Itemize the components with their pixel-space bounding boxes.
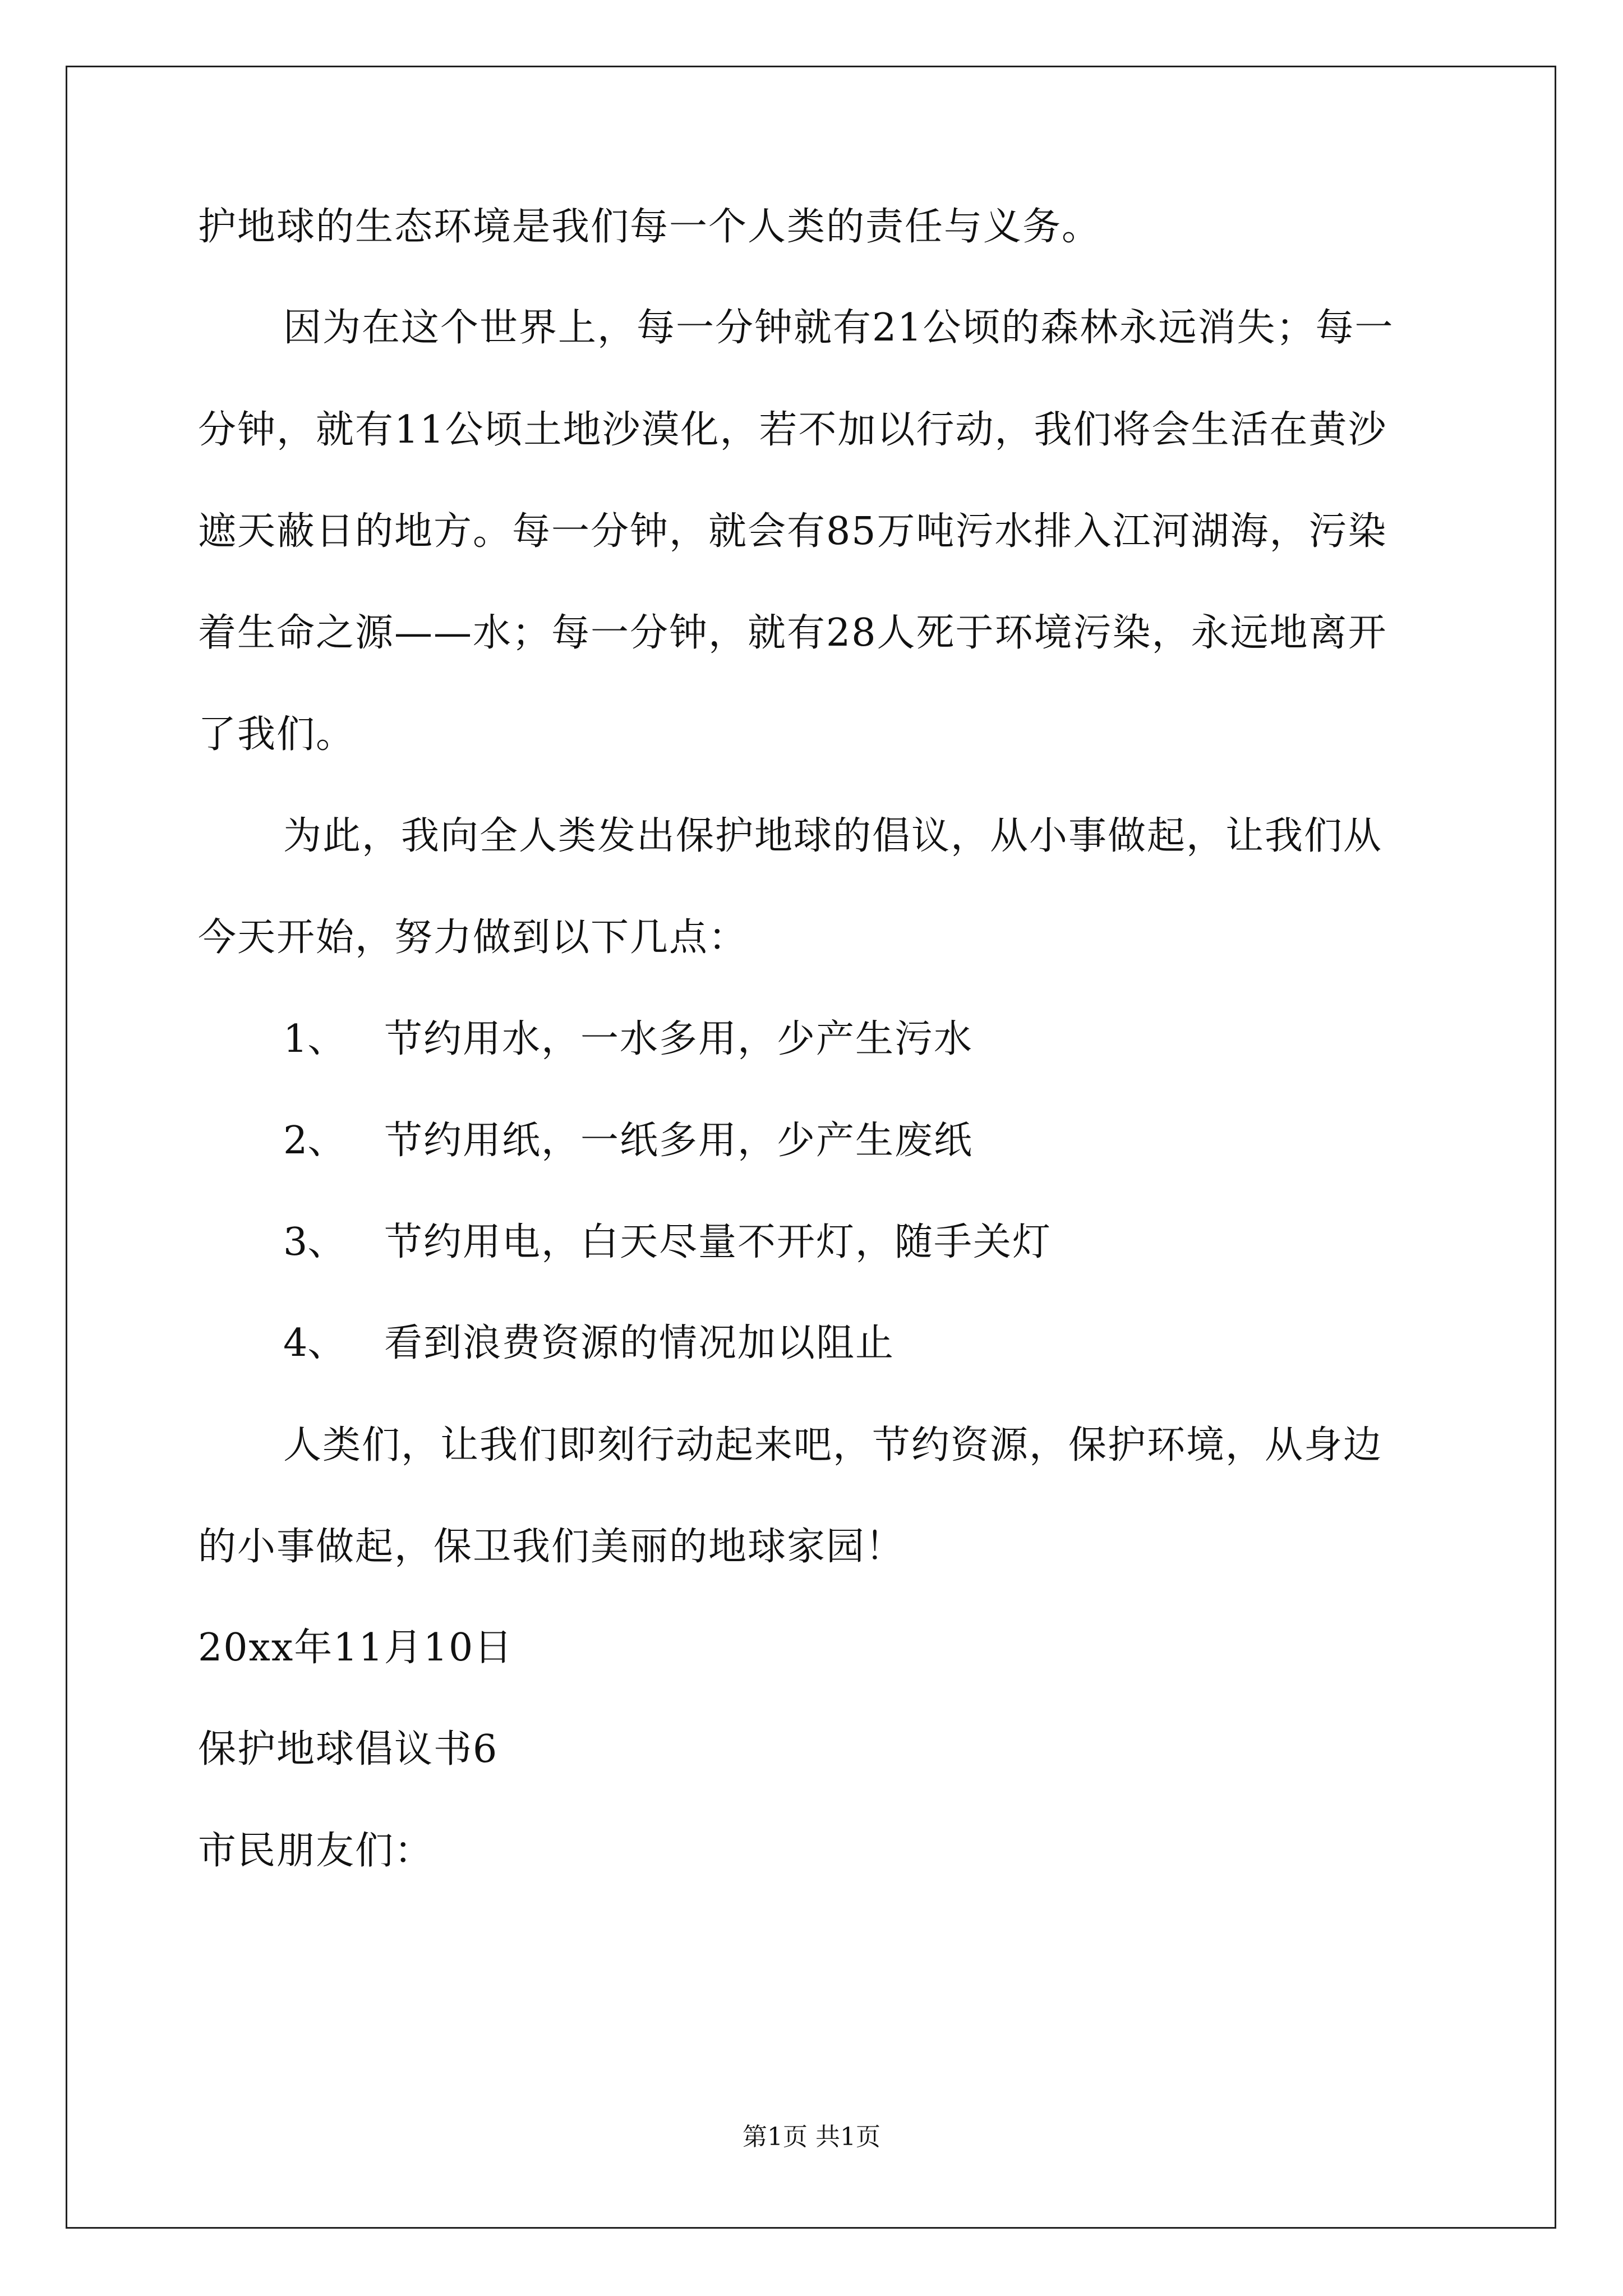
closing-line-2: 的小事做起，保卫我们美丽的地球家园！ — [198, 1525, 905, 1569]
paragraph-line-7: 为此，我向全人类发出保护地球的倡议，从小事做起，让我们从 — [283, 814, 1383, 858]
paragraph-line-5: 着生命之源——水；每一分钟，就有28人死于环境污染，永远地离开 — [198, 611, 1387, 655]
list-number: 4、 — [283, 1321, 346, 1365]
list-number: 3、 — [283, 1220, 346, 1264]
list-item-text: 节约用电，白天尽量不开灯，随手关灯 — [384, 1220, 1052, 1264]
paragraph-line-3: 分钟，就有11公顷土地沙漠化，若不加以行动，我们将会生活在黄沙 — [198, 408, 1387, 452]
paragraph-line-8: 今天开始，努力做到以下几点： — [198, 915, 748, 960]
list-item-text: 看到浪费资源的情况加以阻止 — [384, 1321, 895, 1365]
date-line: 20xx年11月10日 — [198, 1626, 514, 1670]
list-item-text: 节约用纸，一纸多用，少产生废纸 — [384, 1119, 974, 1163]
paragraph-line-1: 护地球的生态环境是我们每一个人类的责任与义务。 — [198, 205, 1101, 249]
section-title: 保护地球倡议书6 — [198, 1727, 499, 1772]
salutation: 市民朋友们： — [198, 1829, 434, 1873]
list-number: 1、 — [283, 1017, 346, 1061]
list-number: 2、 — [283, 1119, 346, 1163]
paragraph-line-6: 了我们。 — [198, 712, 356, 757]
closing-line-1: 人类们，让我们即刻行动起来吧，节约资源，保护环境，从身边 — [283, 1423, 1383, 1467]
page-footer: 第1页 共1页 — [743, 2123, 880, 2151]
list-item-text: 节约用水，一水多用，少产生污水 — [384, 1017, 974, 1061]
paragraph-line-4: 遮天蔽日的地方。每一分钟，就会有85万吨污水排入江河湖海，污染 — [198, 509, 1387, 554]
paragraph-line-2: 因为在这个世界上，每一分钟就有21公顷的森林永远消失；每一 — [283, 306, 1394, 350]
